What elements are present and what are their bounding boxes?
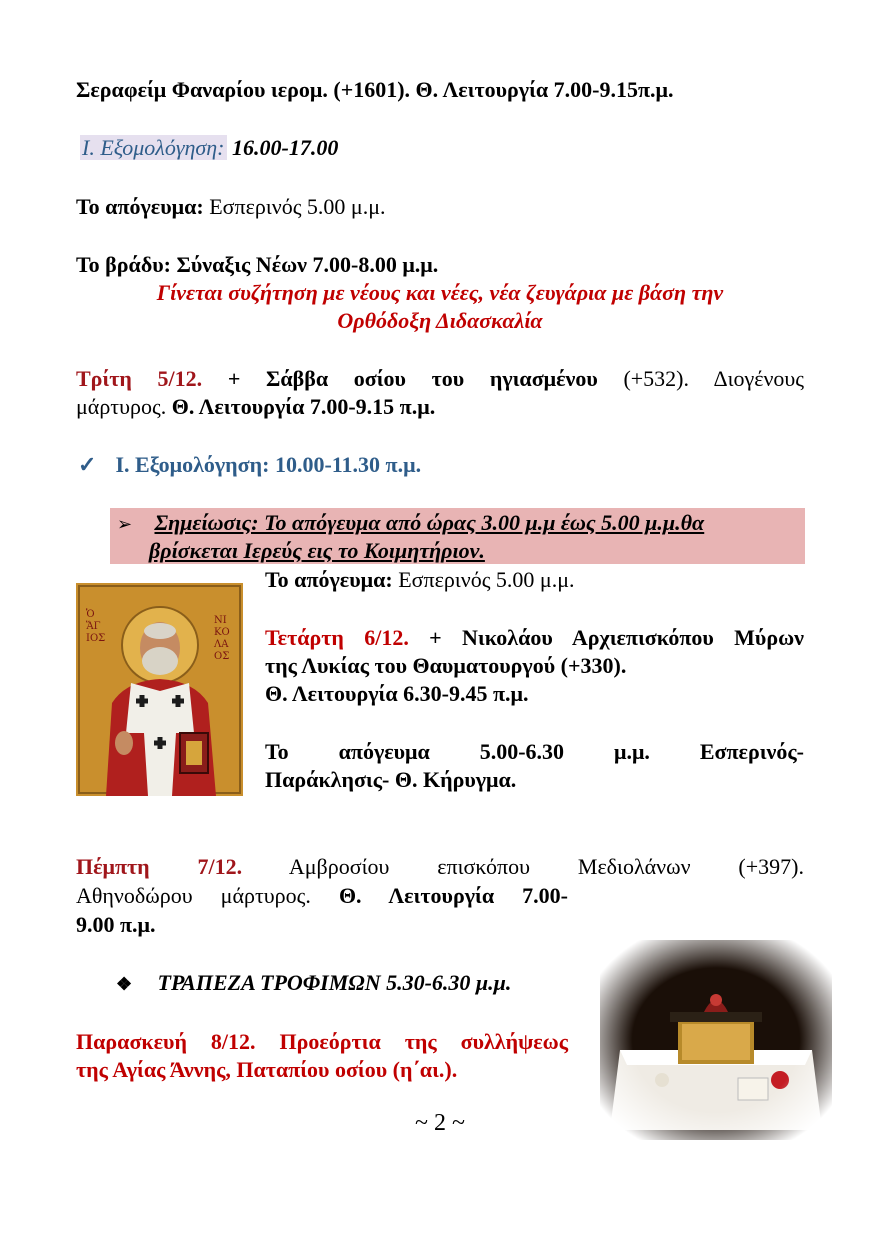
discussion-line-2: Ορθόδοξη Διδασκαλία [337, 308, 543, 333]
note-line-2: βρίσκεται Ιερεύς εις το Κοιμητήριον. [149, 538, 485, 563]
food-bank-text: ΤΡΑΠΕΖΑ ΤΡΟΦΙΜΩΝ 5.30-6.30 μ.μ. [157, 970, 512, 995]
tuesday-saint: + Σάββα οσίου του ηγιασμένου [227, 366, 598, 391]
afternoon-label: Το απόγευμα: [76, 194, 204, 219]
thursday-line-1 [76, 853, 804, 881]
wed-afternoon-word-3: 5.00-6.30 [479, 739, 565, 764]
afternoon-text: Εσπερινός 5.00 μ.μ. [209, 194, 386, 219]
check-icon: ✓ [78, 452, 97, 477]
liturgy-line-seraphim: Σεραφείμ Φαναρίου ιερομ. (+1601). Θ. Λειτουργία 7.00-9.15π.μ. [76, 77, 674, 102]
afternoon-2-label: Το απόγευμα: [265, 567, 393, 592]
saint-nicholas-icon-art [76, 583, 243, 796]
tuesday-day: Τρίτη 5/12. [76, 366, 203, 391]
confession-line-1 [80, 134, 338, 162]
thursday-line-3: 9.00 π.μ. [76, 912, 156, 937]
reliquary-photo [600, 940, 832, 1140]
tuesday-line-1 [76, 365, 804, 393]
page-number: ~ 2 ~ [415, 1110, 465, 1136]
diamond-bullet-icon: ❖ [116, 974, 133, 994]
wednesday-liturgy: Θ. Λειτουργία 6.30-9.45 π.μ. [265, 681, 529, 706]
tuesday-liturgy: Θ. Λειτουργία 7.00-9.15 π.μ. [171, 394, 436, 419]
wed-afternoon-word-4: μ.μ. [613, 739, 650, 764]
friday-line-2: της Αγίας Άννης, Παταπίου οσίου (η΄αι.). [76, 1057, 458, 1082]
wed-afternoon-word-2: απόγευμα [338, 739, 430, 764]
evening-text: Σύναξις Νέων 7.00-8.00 μ.μ. [176, 252, 439, 277]
confession-line-2 [78, 451, 421, 479]
food-bank-line [116, 969, 511, 998]
evening-label: Το βράδυ: [76, 252, 171, 277]
tuesday-rest: (+532). Διογένους [623, 366, 805, 391]
thursday-saint: Αμβροσίου επισκόπου Μεδιολάνων (+397). [288, 854, 804, 879]
thursday-day: Πέμπτη 7/12. [76, 854, 243, 879]
evening-line [76, 251, 438, 279]
reliquary-photo-art [600, 940, 832, 1140]
confession-time: 16.00-17.00 [232, 135, 339, 160]
confession-label: Ι. Εξομολόγηση: [82, 135, 225, 160]
tuesday-line-2 [76, 393, 435, 421]
wednesday-day: Τετάρτη 6/12. [265, 625, 409, 650]
icon-inscription-right: ΝΙ ΚΟ ΛΑ ΟΣ [214, 615, 230, 662]
note-line-1 [117, 509, 704, 538]
arrow-bullet-icon: ➢ [117, 514, 133, 534]
confession-2-text: Ι. Εξομολόγηση: 10.00-11.30 π.μ. [115, 452, 422, 477]
icon-inscription-left: Ὁ ἍΓ ΙΟΣ [86, 609, 106, 644]
wed-afternoon-line-1 [265, 738, 804, 766]
wed-afternoon-line-2: Παράκλησις- Θ. Κήρυγμα. [265, 767, 517, 792]
afternoon-2-text: Εσπερινός 5.00 μ.μ. [398, 567, 575, 592]
tuesday-martyr: μάρτυρος. [76, 394, 167, 419]
saint-nicholas-icon [76, 583, 243, 796]
afternoon-line-2 [265, 566, 575, 594]
thursday-martyr: Αθηνοδώρου μάρτυρος. [76, 883, 311, 908]
wed-afternoon-word-1: Το [265, 739, 289, 764]
thursday-liturgy-a: Θ. Λειτουργία 7.00- [338, 883, 568, 908]
friday-line-1: Παρασκευή 8/12. Προεόρτια της συλλήψεως [76, 1029, 568, 1054]
afternoon-line-1 [76, 193, 386, 221]
wednesday-line-2: της Λυκίας του Θαυματουργού (+330). [265, 653, 627, 678]
wednesday-saint-1: + Νικολάου Αρχιεπισκόπου Μύρων [429, 625, 804, 650]
thursday-line-2 [76, 882, 568, 910]
wed-afternoon-word-5: Εσπερινός- [699, 739, 804, 764]
wednesday-line-1 [265, 624, 804, 652]
discussion-line-1: Γίνεται συζήτηση με νέους και νέες, νέα ζευγάρια με βάση την [156, 280, 724, 305]
note-text-1: Σημείωσις: Το απόγευμα από ώρας 3.00 μ.μ έως 5.00 μ.μ.θα [154, 510, 705, 535]
